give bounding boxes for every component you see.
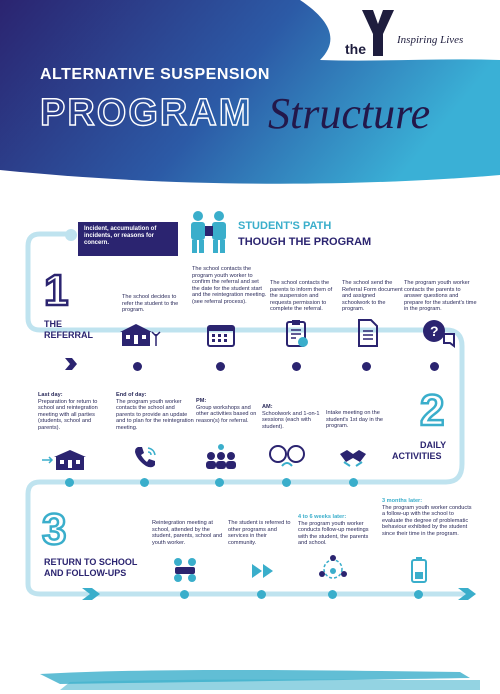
row1-start-arrow-icon [64,357,78,371]
step-3-4 [382,498,472,538]
step-2-5 [326,410,392,430]
battery-icon [410,556,428,584]
fast-forward-icon [250,562,276,580]
step-text: The program youth worker contacts the school and parents to provide an update and to plan for the reintegration meeting. [116,398,194,431]
calendar-icon [206,322,236,348]
step-1-5-text: The program youth worker contacts the parents to answer questions and prepare for the student's time in the program. [404,280,477,313]
step-3-2 [228,520,294,546]
network-icon [318,554,348,584]
incident-callout: Incident, accumulation of incidents, or reasons for concern. [78,222,178,256]
section-2-number: 2 [420,386,445,435]
logo-tagline: Inspiring Lives [397,34,464,46]
step-dot [349,478,358,487]
step-dot [216,362,225,371]
step-2-1 [38,392,112,432]
row3-start-arrow-icon [80,586,102,602]
footer-brush-stroke [0,660,500,694]
group-icon [204,442,238,470]
step-text: The student is referred to other programs and services in their community. [228,520,291,546]
section-1-title-line-2: REFERRAL [44,330,93,340]
section-2-title-line-1: DAILY [420,440,447,450]
meeting-icon [170,556,200,584]
path-title-line-2: THOUGH THE PROGRAM [238,236,372,248]
step-text: Schoolwork and 1-on-1 sessions (each with student). [262,410,320,430]
step-2-2 [116,392,194,432]
document-icon [356,318,380,348]
step-dot [215,478,224,487]
step-dot [292,362,301,371]
step-2-4 [262,404,320,430]
step-1-3-text: The school contacts the parents to inform them of the suspension and requests permission to complete the referral. [270,280,333,313]
school-icon [118,322,168,348]
step-label: 3 months later: [382,498,423,504]
step-label: End of day: [116,392,147,398]
step-dot [430,362,439,371]
step-dot [282,478,291,487]
step-text: Group workshops and other activities based on reason(s) for referral. [196,404,257,424]
step-text: Intake meeting on the student's 1st day in the program. [326,410,384,430]
section-2-title-line-2: ACTIVITIES [392,451,442,461]
section-3-title-line-2: AND FOLLOW-UPS [44,568,127,578]
step-3-1 [152,520,224,546]
step-label: PM: [196,398,207,404]
step-text: The program youth worker conducts follow-up meetings with the student, the parents and school. [298,520,369,547]
step-dot [328,590,337,599]
step-dot [257,590,266,599]
step-dot [414,590,423,599]
end-arrow-icon [456,586,478,602]
step-2-3 [196,398,258,424]
step-text: Reintegration meeting at school, attended by the student, parents, school and youth worker. [152,520,223,546]
handshake-icon [338,444,368,470]
step-1-1-text: The school decides to refer the student to the program. [122,294,179,314]
one-on-one-icon [268,442,306,470]
step-label: 4 to 6 weeks later: [298,514,347,520]
logo-brand: the [345,41,366,57]
step-dot [180,590,189,599]
title-word-structure: Structure [268,89,431,138]
phone-icon [132,444,158,470]
section-1-number: 1 [44,266,69,315]
school-icon [40,448,90,472]
y-logo-icon [360,8,396,58]
step-3-3 [298,514,378,547]
step-1-4-text: The school send the Referral Form document and assigned schoolwork to the program. [342,280,403,313]
step-dot [362,362,371,371]
path-title-line-1: STUDENT'S PATH [238,220,332,232]
students-icon [186,210,232,254]
step-dot [65,478,74,487]
step-dot [140,478,149,487]
title-word-program: PROGRAM [40,92,253,134]
title-line-1: ALTERNATIVE SUSPENSION [40,66,270,83]
clipboard-icon [284,318,310,348]
step-dot [133,362,142,371]
step-text: Preparation for return to school and reintegration meeting with all parties (students, school and parents). [38,398,98,431]
step-1-2-text: The school contacts the program youth worker to confirm the referral and set the date for the student start and the reintegration meeting. (see referral process). [192,266,267,305]
section-3-number: 3 [42,505,67,554]
svg-text:?: ? [430,323,439,339]
question-chat-icon [420,318,458,350]
section-1-title-line-1: THE [44,319,62,329]
step-label: AM: [262,404,273,410]
section-3-title-line-1: RETURN TO SCHOOL [44,557,138,567]
step-label: Last day: [38,392,63,398]
step-text: The program youth worker conducts a follow-up with the school to evaluate the degree of problematic behaviour exhibited by the student since their time in the program. [382,504,472,537]
